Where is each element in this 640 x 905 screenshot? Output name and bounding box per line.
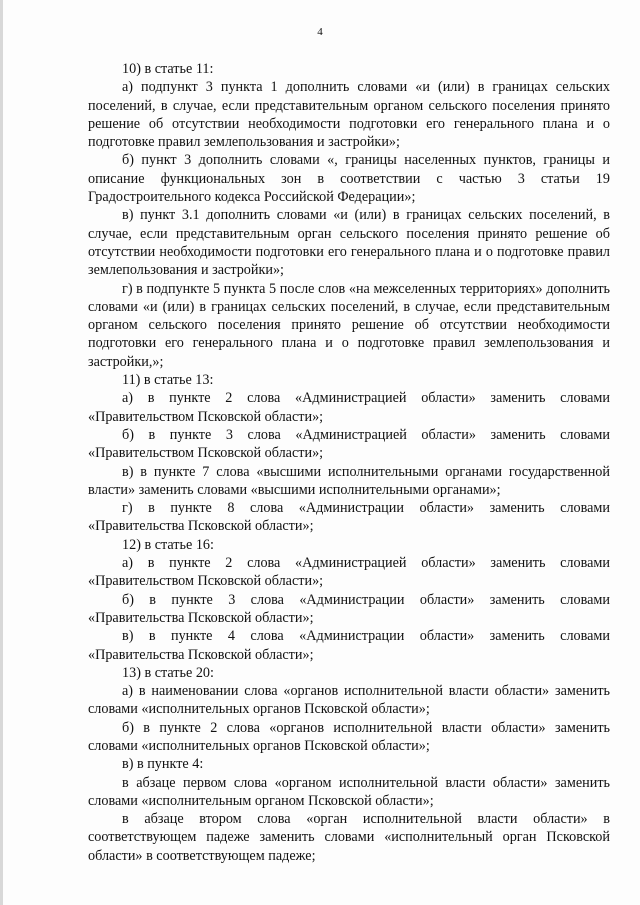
paragraph-20-v-first-indent: в абзаце первом слова «органом исполнительной власти области» заменить словами «исполнительным органом Псковской области»; [88,774,610,809]
paragraph-11-g: г) в подпункте 5 пункта 5 после слов «на межселенных территориях» дополнить словами «и (или) в границах сельских поселений, в случае, если представительным органом сельского поселения принято решение об отсутствии необходимости подготовки его генерального плана и о подготовке правил землепользования и застройки,»; [88,280,610,370]
paragraph-13-v: в) в пункте 7 слова «высшими исполнительными органами государственной власти» заменить словами «высшими исполнительными органами»; [88,463,610,498]
paragraph-20-v-second-indent: в абзаце втором слова «орган исполнительной власти области» в соответствующем падеже заменить словами «исполнительный орган Псковской области» в соответствующем падеже; [88,811,610,864]
page-number: 4 [317,26,323,38]
paragraph-16-a: а) в пункте 2 слова «Администрацией области» заменить словами «Правительством Псковской области»; [88,555,610,590]
paragraph-article-20-heading: 13) в статье 20: [122,664,214,681]
paragraph-16-v: в) в пункте 4 слова «Администрации области» заменить словами «Правительства Псковской области»; [88,628,610,663]
scan-edge [0,0,3,905]
paragraph-16-b: б) в пункте 3 слова «Администрации области» заменить словами «Правительства Псковской области»; [88,591,610,626]
paragraph-article-13-heading: 11) в статье 13: [122,372,214,389]
paragraph-20-a: а) в наименовании слова «органов исполнительной власти области» заменить словами «исполнительных органов Псковской области»; [88,683,610,718]
document-body [88,60,610,865]
paragraph-article-16-heading: 12) в статье 16: [122,536,214,553]
paragraph-13-a: а) в пункте 2 слова «Администрацией области» заменить словами «Правительством Псковской области»; [88,390,610,425]
paragraph-13-b: б) в пункте 3 слова «Администрацией области» заменить словами «Правительством Псковской области»; [88,426,610,462]
paragraph-20-v: в) в пункте 4: [122,756,204,773]
paragraph-20-b: б) в пункте 2 слова «органов исполнительной власти области» заменить словами «исполнительных органов Псковской области»; [88,719,610,754]
paragraph-13-g: г) в пункте 8 слова «Администрации области» заменить словами «Правительства Псковской области»; [88,500,610,535]
paragraph-article-11-heading: 10) в статье 11: [122,61,214,77]
paragraph-11-a: а) подпункт 3 пункта 1 дополнить словами «и (или) в границах сельских поселений, в случае, если представительным органом сельского поселения принято решение об отсутствии необходимости подготовки его генерального плана и о подготовке правил землепользования и застройки»; [88,79,610,151]
paragraph-11-b: б) пункт 3 дополнить словами «, границы населенных пунктов, границы и описание функциональных зон в соответствии с частью 3 статьи 19 Градостроительного кодекса Российской Федерации»; [88,152,610,206]
paragraph-11-v: в) пункт 3.1 дополнить словами «и (или) в границах сельских поселений, в случае, если представительным орган сельского поселения принято решение об отсутствии необходимости подготовки его генерального плана и о подготовке правил землепользования и застройки»; [88,207,610,279]
